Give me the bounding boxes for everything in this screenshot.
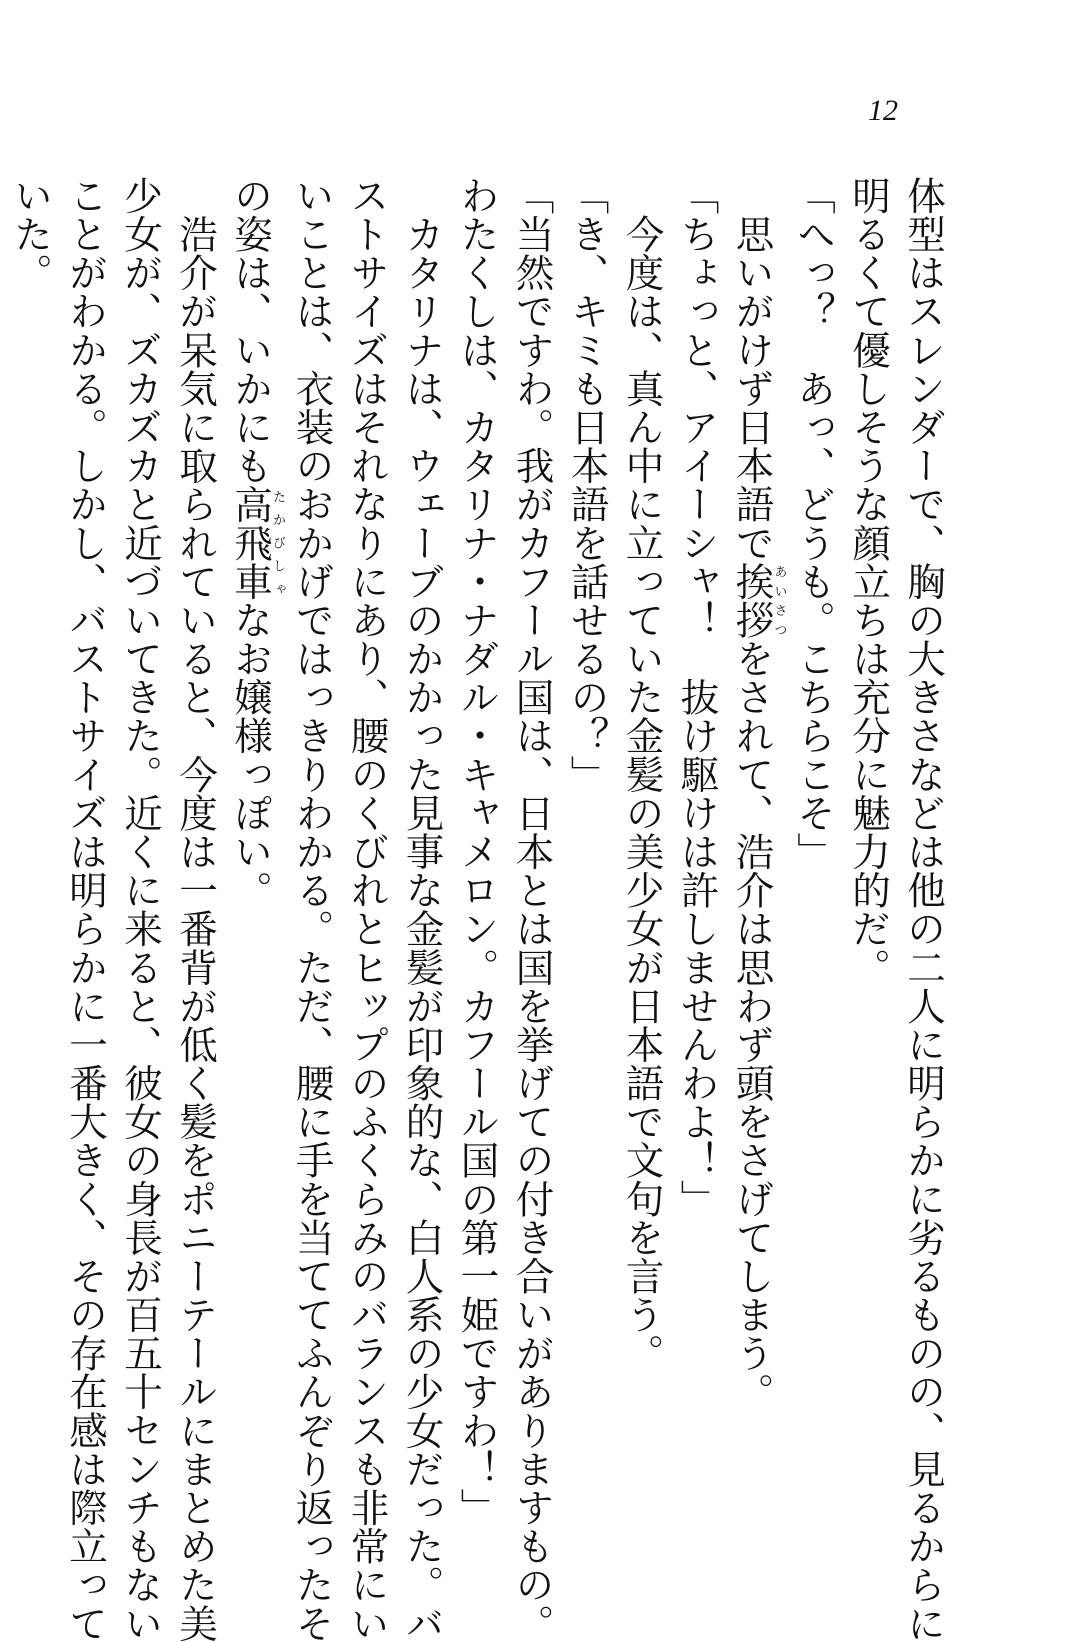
- text-segment: いた。: [8, 176, 53, 292]
- ruby-reading: あいさつ: [771, 561, 787, 640]
- ruby-annotated-word: [729, 561, 787, 640]
- text-segment: 「ちょっと、アイーシャ！ 抜け駆けは許しませんわよ！」: [674, 176, 720, 1218]
- text-segment: 少女が、ズカズカと近づいてきた。近くに来ると、彼女の身長が百五十センチもない: [118, 176, 163, 1642]
- ruby-reading: たかびしゃ: [270, 484, 285, 601]
- body-text: [3, 176, 951, 1642]
- ruby-base: 挨拶: [729, 561, 775, 640]
- text-line: [505, 176, 560, 1642]
- text-segment: ことがわかる。しかし、バストサイズは明らかに一番大きく、その存在感は際立って: [63, 176, 108, 1642]
- text-line: [725, 176, 787, 1476]
- text-line: [841, 176, 896, 1476]
- text-segment: 今度は、真ん中に立っていた金髪の美少女が日本語で文句を言う。: [619, 176, 665, 1373]
- text-segment: をされて、浩介は思わず頭をさげてしまう。: [729, 639, 775, 1411]
- text-line: [113, 176, 168, 1642]
- text-segment: 明るくて優しそうな顔立ちは充分に魅力的だ。: [846, 176, 891, 987]
- text-segment: の姿は、いかにも: [228, 176, 273, 485]
- text-segment: 体型はスレンダーで、胸の大きさなどは他の二人に明らかに劣るものの、見るからに: [901, 176, 946, 1642]
- text-line: [168, 176, 223, 1642]
- text-segment: わたくしは、カタリナ・ナダル・キャメロン。カフール国の第一姫ですわ！」: [454, 176, 500, 1527]
- text-line: [3, 176, 58, 1476]
- ruby-base: 高飛車: [228, 484, 273, 601]
- text-line: [615, 176, 670, 1476]
- text-segment: いことは、衣装のおかげではっきりわかる。ただ、腰に手を当ててふんぞり返ったそ: [289, 176, 335, 1642]
- text-segment: 浩介が呆気に取られていると、今度は一番背が低く髪をポニーテールにまとめた美: [173, 176, 218, 1642]
- text-segment: なお嬢様っぽい。: [228, 600, 273, 910]
- text-segment: 「当然ですわ。我がカフール国は、日本とは国を挙げての付き合いがありますもの。: [509, 176, 555, 1642]
- text-segment: カタリナは、ウェーブのかかった見事な金髪が印象的な、白人系の少女だった。バ: [399, 176, 445, 1642]
- ruby-annotated-word: [228, 484, 285, 601]
- text-line: [560, 176, 615, 1476]
- text-line: [285, 176, 340, 1642]
- text-line: [786, 176, 841, 1476]
- text-line: [450, 176, 505, 1527]
- text-line: [670, 176, 725, 1476]
- text-line: [340, 176, 395, 1642]
- text-segment: ストサイズはそれなりにあり、腰のくびれとヒップのふくらみのバランスも非常にい: [344, 176, 390, 1642]
- text-line: [58, 176, 113, 1642]
- text-line: [896, 176, 951, 1642]
- text-segment: 思いがけず日本語で: [729, 176, 775, 562]
- text-segment: 「き、キミも日本語を話せるの？」: [564, 176, 610, 794]
- text-line: [395, 176, 450, 1642]
- text-line: [223, 176, 285, 1476]
- page-number: 12: [868, 94, 898, 127]
- text-segment: 「へっ？ あっ、どうも。こちらこそ」: [791, 176, 836, 871]
